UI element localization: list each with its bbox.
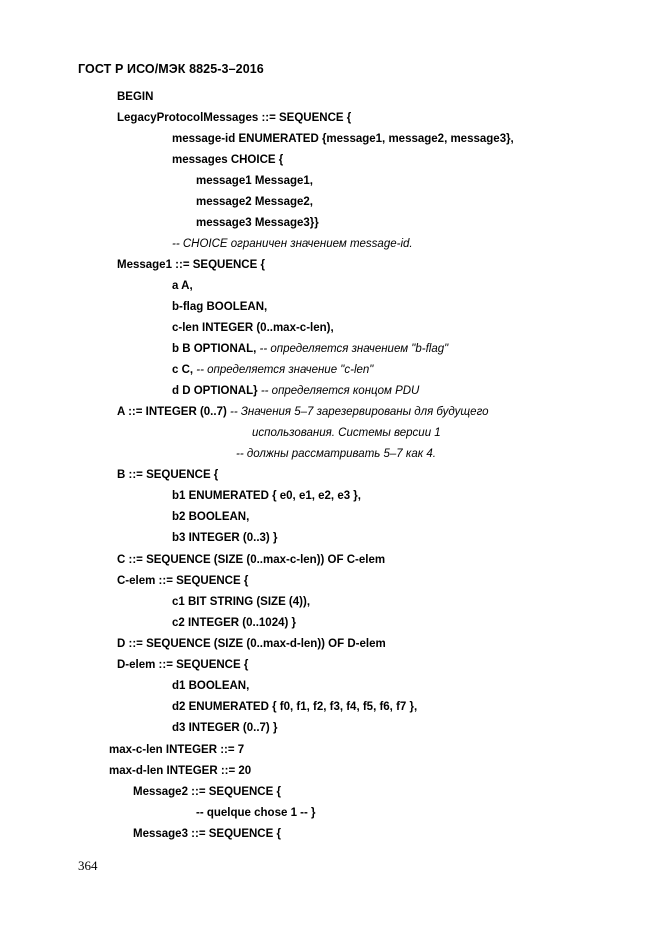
code-line: b1 ENUMERATED { e0, e1, e2, e3 },	[172, 490, 361, 502]
code-line: max-c-len INTEGER ::= 7	[109, 744, 245, 756]
code-line: message2 Message2,	[196, 196, 313, 208]
code-line: b-flag BOOLEAN,	[172, 301, 268, 313]
code-line: message1 Message1,	[196, 175, 313, 187]
code-line: messages CHOICE {	[172, 154, 284, 166]
code-line: B ::= SEQUENCE {	[117, 469, 219, 481]
code-comment-line: -- CHOICE ограничен значением message-id.	[172, 238, 413, 250]
code-line: -- quelque chose 1 -- }	[196, 807, 316, 819]
code-line: b3 INTEGER (0..3) }	[172, 532, 278, 544]
code-line: C ::= SEQUENCE (SIZE (0..max-c-len)) OF C-elem	[117, 554, 386, 566]
code-line: Message1 ::= SEQUENCE {	[117, 259, 265, 271]
code-line: d2 ENUMERATED { f0, f1, f2, f3, f4, f5, f6, f7 },	[172, 701, 418, 713]
code-line: c1 BIT STRING (SIZE (4)),	[172, 596, 311, 608]
code-line: d1 BOOLEAN,	[172, 680, 250, 692]
code-line: LegacyProtocolMessages ::= SEQUENCE {	[117, 112, 352, 124]
code-line: message3 Message3}}	[196, 217, 319, 229]
code-line: message-id ENUMERATED {message1, message2, message3},	[172, 133, 514, 145]
code-line: c-len INTEGER (0..max-c-len),	[172, 322, 334, 334]
code-line: Message2 ::= SEQUENCE {	[133, 786, 281, 798]
code-line: C-elem ::= SEQUENCE {	[117, 575, 249, 587]
code-line: Message3 ::= SEQUENCE {	[133, 828, 281, 840]
code-line: d3 INTEGER (0..7) }	[172, 722, 278, 734]
code-line: max-d-len INTEGER ::= 20	[109, 765, 252, 777]
page-number: 364	[78, 858, 98, 873]
code-line: d D OPTIONAL} -- определяется концом PDU	[172, 385, 420, 397]
code-line: BEGIN	[117, 91, 154, 103]
code-line: c C, -- определяется значение "c-len"	[172, 364, 374, 376]
code-line: b B OPTIONAL, -- определяется значением "b-flag"	[172, 343, 449, 355]
code-line: c2 INTEGER (0..1024) }	[172, 617, 296, 629]
code-line: a A,	[172, 280, 193, 292]
code-line: b2 BOOLEAN,	[172, 511, 250, 523]
code-line: D-elem ::= SEQUENCE {	[117, 659, 249, 671]
code-line: D ::= SEQUENCE (SIZE (0..max-d-len)) OF D-elem	[117, 638, 386, 650]
code-comment-line: -- должны рассматривать 5–7 как 4.	[236, 448, 436, 460]
code-line: A ::= INTEGER (0..7) -- Значения 5–7 зарезервированы для будущего	[117, 406, 489, 418]
code-comment-line: использования. Системы версии 1	[252, 427, 441, 439]
document-header: ГОСТ Р ИСО/МЭК 8825-3–2016	[78, 62, 264, 76]
